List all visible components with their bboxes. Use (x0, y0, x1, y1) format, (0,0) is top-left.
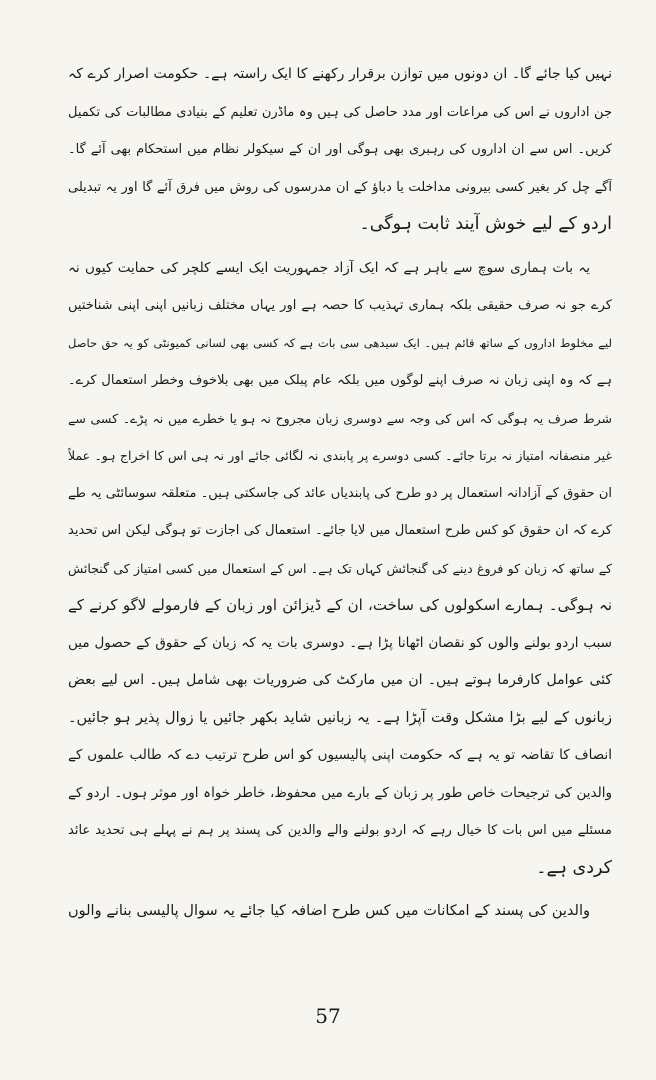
text-line: آگے چل کر بغیر کسی بیرونی مداخلت یا دباؤ کے ان مدرسوں کی روش میں فرق آئے گا اور یہ تبدیلی (68, 179, 612, 195)
text-line: کرے کہ ان حقوق کو کس طرح استعمال میں لایا جائے۔ استعمال کی اجازت تو ہوگی لیکن اس تحدید (68, 523, 612, 538)
paragraph-3 (68, 893, 612, 931)
text-line: زبانوں کے لیے بڑا مشکل وقت آپڑا ہے۔ یہ زبانیں شاید بکھر جائیں یا زوال پذیر ہو جائیں۔ (68, 709, 612, 726)
text-line: سبب اردو بولنے والوں کو نقصان اٹھانا پڑا ہے۔ دوسری بات یہ کہ زبان کے حقوق کے حصول میں (68, 634, 612, 651)
text-line: یہ بات ہماری سوچ سے باہر ہے کہ ایک آزاد جمہوریت ایک ایسے کلچر کی حمایت کیوں نہ (68, 259, 590, 276)
text-line: ان حقوق کے آزادانہ استعمال پر دو طرح کی پابندیاں عائد کی جاسکتی ہیں۔ متعلقہ سوسائٹی یہ طے (68, 485, 612, 501)
body-text (68, 56, 612, 931)
paragraph-1 (68, 56, 612, 244)
text-line: نہ ہوگی۔ ہمارے اسکولوں کی ساخت، ان کے ڈیزائن اور زبان کے فارمولے لاگو کرنے کے (68, 596, 612, 614)
text-line: کردی ہے۔ (536, 857, 612, 878)
paragraph-2 (68, 250, 612, 888)
text-line: اردو کے لیے خوش آیند ثابت ہوگی۔ (359, 214, 612, 234)
text-line: لیے مخلوط اداروں کے ساتھ قائم ہیں۔ ایک سیدھی سی بات ہے کہ کسی بھی لسانی کمیونٹی کو یہ حق حاصل (68, 335, 612, 350)
text-line: ہے کہ وہ اپنی زبان نہ صرف اپنے لوگوں میں بلکہ عام پبلک میں بھی بلاخوف وخطر استعمال کرے۔ (68, 373, 612, 388)
text-line: شرط صرف یہ ہوگی کہ اس کی وجہ سے دوسری زبان مجروح نہ ہو یا خطرے میں نہ پڑے۔ کسی سے (68, 410, 612, 426)
text-line: مسئلے میں اس بات کا خیال رہے کہ اردو بولنے والے والدین کی پسند پر ہم نے پہلے ہی تحدید عائد (68, 823, 612, 838)
text-line: انصاف کا تقاضہ تو یہ ہے کہ حکومت اپنی پالیسیوں کو اس طرح ترتیب دے کہ طالب علموں کے (68, 747, 612, 763)
text-line: جن اداروں نے اس کی مراعات اور مدد حاصل کی ہیں وہ ماڈرن تعلیم کے بنیادی مطالبات کی تکمیل (68, 104, 612, 120)
text-line: غیر منصفانہ امتیاز نہ برتا جائے۔ کسی دوسرے پر پابندی نہ لگائی جائے اور نہ ہی اس کا اخراج ہو۔ عملاً (68, 448, 612, 463)
text-line: کئی عوامل کارفرما ہوتے ہیں۔ ان میں مارکٹ کی ضروریات بھی شامل ہیں۔ اس لیے بعض (68, 672, 612, 688)
text-line: کریں۔ اس سے ان اداروں کی رہبری بھی ہوگی اور ان کے سیکولر نظام میں استحکام بھی آئے گا۔ (68, 142, 612, 157)
text-line: والدین کی ترجیحات خاص طور پر زبان کے بارے میں محفوظ، خاطر خواہ اور موثر ہوں۔ اردو کے (68, 784, 612, 801)
text-line: والدین کی پسند کے امکانات میں کس طرح اضافہ کیا جائے یہ سوال پالیسی بنانے والوں (68, 903, 590, 919)
text-line: کے ساتھ کہ زبان کو فروغ دینے کی گنجائش کہاں تک ہے۔ اس کے استعمال میں کسی امتیاز کی گنجائش (68, 560, 612, 576)
text-line: کرے جو نہ صرف حقیقی بلکہ ہماری تہذیب کا حصہ ہے اور یہاں مختلف زبانیں اپنی اپنی شناختیں (68, 298, 612, 313)
text-line: نہیں کیا جائے گا۔ ان دونوں میں توازن برقرار رکھنے کا ایک راستہ ہے۔ حکومت اصرار کرے کہ (68, 66, 612, 82)
page-number: 57 (315, 1004, 341, 1028)
